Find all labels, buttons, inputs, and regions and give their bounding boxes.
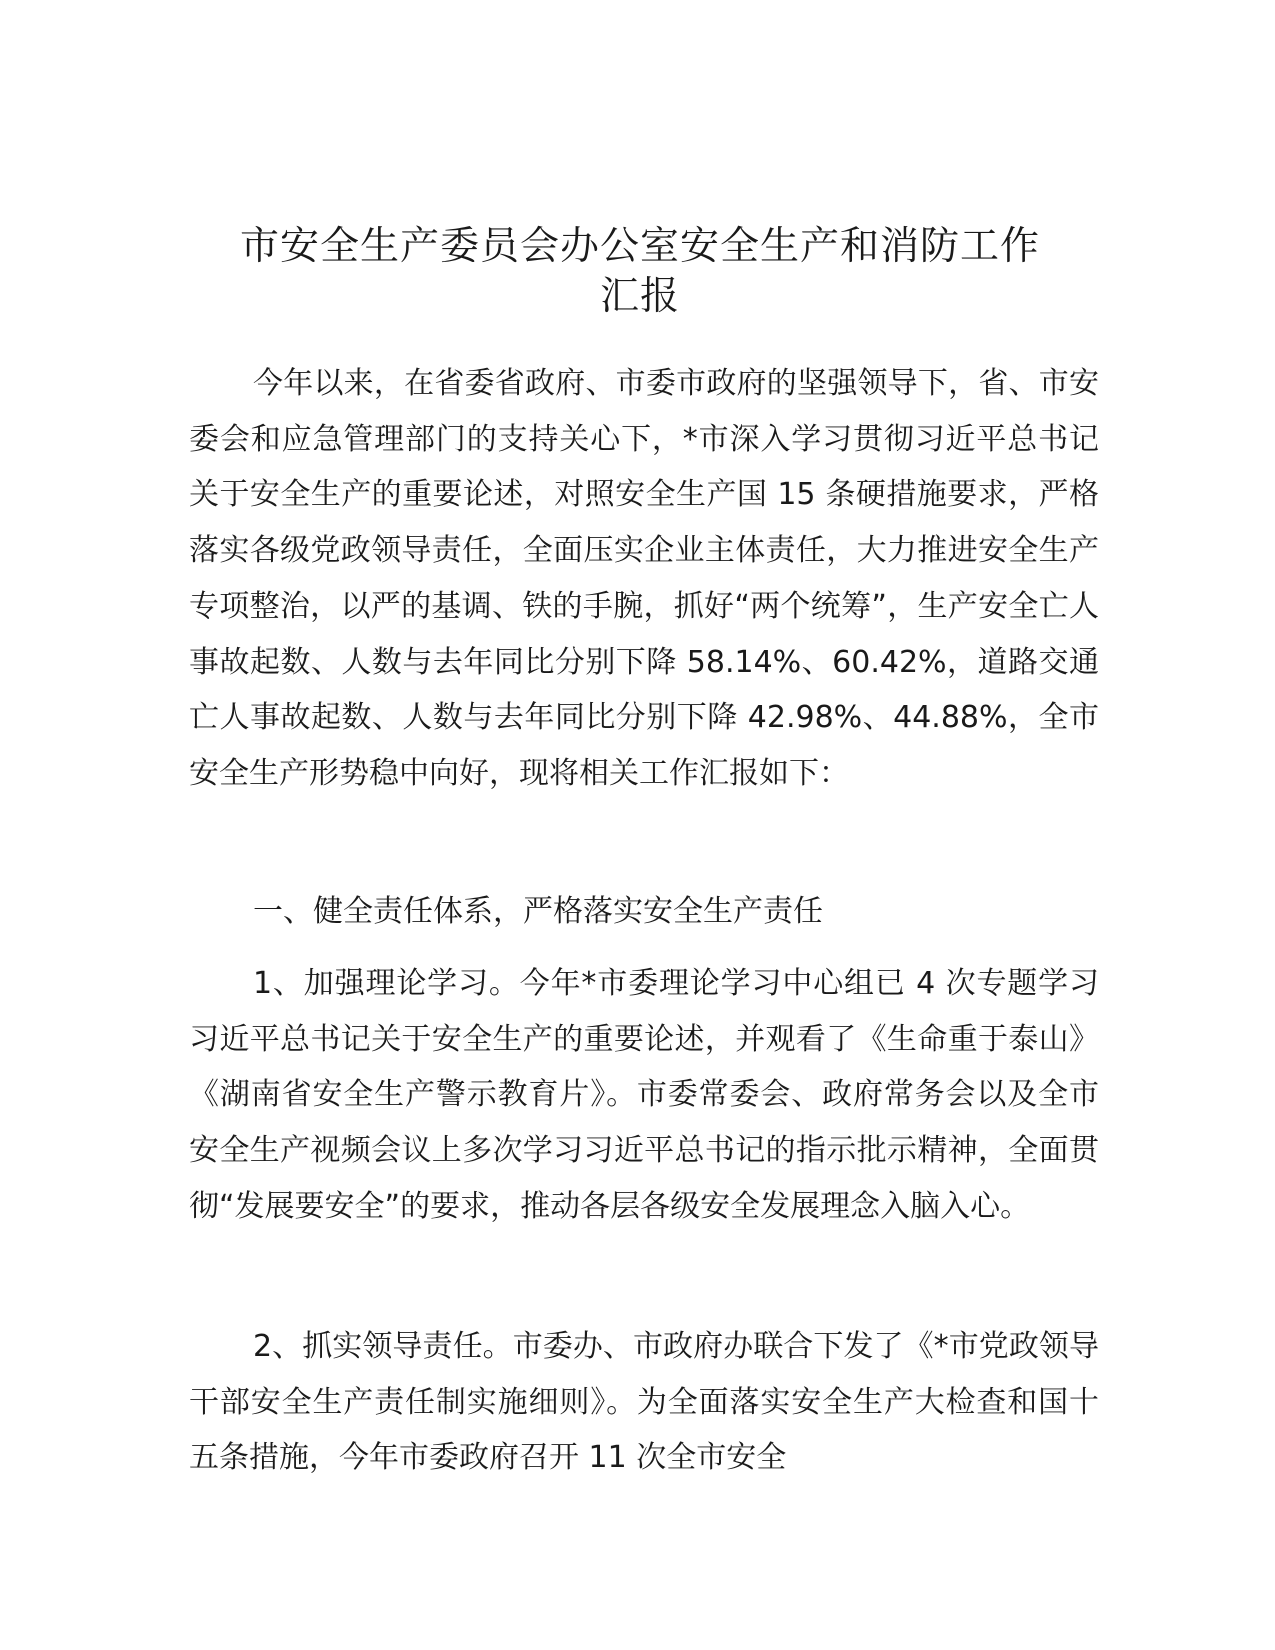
- intro-paragraph: 今年以来，在省委省政府、市委市政府的坚强领导下，省、市安委会和应急管理部门的支持关心下，*市深入学习贯彻习近平总书记关于安全生产的重要论述，对照安全生产国 15 条硬措施要求，严格落实各级党政领导责任，全面压实企业主体责任，大力推进安全生产专项整治，以严的基调、铁的手腕，抓好“两个统筹”，生产安全亡人事故起数、人数与去年同比分别下降 58.14%、60.42%，道路交通亡人事故起数、人数与去年同比分别下降 42.98%、44.88%，全市安全生产形势稳中向好，现将相关工作汇报如下：: [189, 366, 1099, 791]
- section-1-heading: 一、健全责任体系，严格落实安全生产责任: [253, 894, 823, 929]
- title-line-1: 市安全生产委员会办公室安全生产和消防工作: [239, 224, 1040, 269]
- document-title: [170, 222, 1110, 322]
- item-1-paragraph: 1、加强理论学习。今年*市委理论学习中心组已 4 次专题学习习近平总书记关于安全生产的重要论述，并观看了《生命重于泰山》《湖南省安全生产警示教育片》。市委常委会、政府常务会以及全市安全生产视频会议上多次学习习近平总书记的指示批示精神，全面贯彻“发展要安全”的要求，推动各层各级安全发展理念入脑入心。: [189, 966, 1099, 1224]
- item-2-paragraph: 2、抓实领导责任。市委办、市政府办联合下发了《*市党政领导干部安全生产责任制实施细则》。为全面落实安全生产大检查和国十五条措施，今年市委政府召开 11 次全市安全: [189, 1329, 1099, 1476]
- title-line-2: 汇报: [599, 274, 680, 319]
